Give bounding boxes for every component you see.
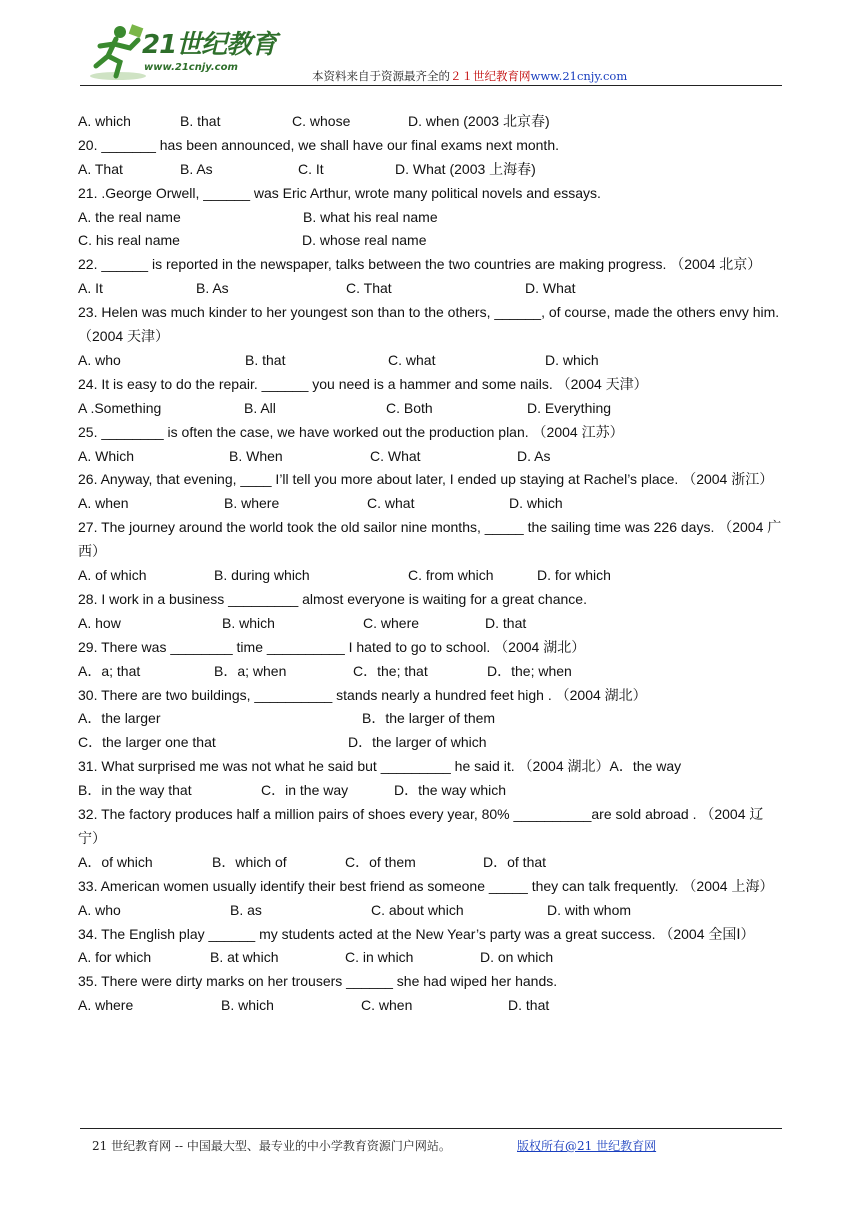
answer-option: B．in the way that: [78, 782, 192, 799]
answer-option: B. All: [244, 399, 276, 416]
answer-option: B. as: [230, 901, 262, 918]
answer-options: [78, 492, 784, 516]
answer-option: D. that: [508, 997, 550, 1014]
answer-option: A. for which: [78, 949, 152, 966]
page-footer: [92, 1137, 657, 1154]
question-item: [78, 110, 784, 134]
answer-option: D. which: [509, 495, 563, 512]
answer-option: C．of them: [345, 853, 416, 870]
page-header: [0, 0, 860, 90]
question-stem: 30. There are two buildings, __________ stands nearly a hundred feet high . （2004 湖北）: [78, 686, 647, 703]
answer-option: A. where: [78, 997, 134, 1014]
question-item: [78, 373, 784, 421]
question-item: [78, 134, 784, 182]
answer-option: C. whose: [292, 113, 351, 129]
header-site-name: ２１世纪教育网: [450, 69, 531, 83]
question-stem: 31. What surprised me was not what he said but _________ he said it. （2004 湖北）A．the way: [78, 758, 682, 775]
answer-options: [78, 731, 784, 755]
answer-option: A．a; that: [78, 662, 141, 679]
question-stem: 25. ________ is often the case, we have worked out the production plan. （2004 江苏）: [78, 423, 624, 440]
question-list: [78, 110, 784, 1018]
answer-options: [78, 158, 784, 182]
answer-options: [78, 445, 784, 469]
answer-option: B. which: [222, 614, 275, 631]
question-stem: 28. I work in a business _________ almost everyone is waiting for a great chance.: [78, 590, 587, 607]
answer-option: C. Both: [386, 399, 433, 416]
answer-option: D．of that: [483, 853, 547, 870]
answer-option: D．the way which: [394, 782, 507, 799]
answer-options: [78, 229, 784, 253]
answer-options: [78, 397, 784, 421]
answer-options: [78, 564, 784, 588]
site-logo[interactable]: [86, 18, 286, 84]
answer-option: A．the larger: [78, 710, 161, 727]
header-note-prefix: 本资料来自于资源最齐全的: [312, 69, 450, 83]
footer-text: 21 世纪教育网 -- 中国最大型、最专业的中小学教育资源门户网站。: [92, 1139, 451, 1153]
question-stem: 35. There were dirty marks on her trousers ______ she had wiped her hands.: [78, 973, 558, 990]
answer-option: A. It: [78, 280, 103, 297]
question-item: [78, 636, 784, 684]
answer-option: B．which of: [212, 853, 287, 870]
answer-option: B. what his real name: [303, 208, 438, 225]
answer-option: D. Everything: [527, 399, 612, 416]
question-item: [78, 803, 784, 875]
copyright-link[interactable]: 版权所有@21 世纪教育网: [517, 1139, 657, 1153]
answer-option: C. in which: [345, 949, 414, 966]
question-stem: 34. The English play ______ my students acted at the New Year’s party was a great success. （2004 全国Ⅰ）: [78, 925, 755, 942]
question-stem: 20. _______ has been announced, we shall have our final exams next month.: [78, 136, 559, 153]
answer-option: B. that: [245, 351, 286, 368]
answer-options: [78, 277, 784, 301]
answer-option: B. As: [180, 160, 213, 177]
answer-option: C．the larger one that: [78, 734, 216, 751]
answer-option: A. of which: [78, 567, 147, 584]
footer-divider: [80, 1128, 782, 1129]
answer-options: [78, 660, 784, 684]
answer-option: D. which: [545, 351, 599, 368]
question-stem: 21. .George Orwell, ______ was Eric Arthur, wrote many political novels and essays.: [78, 184, 601, 201]
answer-option: A. the real name: [78, 208, 181, 225]
header-site-link[interactable]: www.21cnjy.com: [530, 69, 628, 83]
answer-options: [78, 206, 784, 230]
answer-option: B. When: [229, 447, 283, 464]
answer-option: A. when: [78, 495, 129, 512]
question-stem: 33. American women usually identify their best friend as someone _____ they can talk frequently. （2004 上海）: [78, 877, 774, 894]
answer-option: C. from which: [408, 567, 494, 584]
question-item: [78, 923, 784, 971]
answer-option: A. That: [78, 160, 123, 177]
question-stem: 32. The factory produces half a million pairs of shoes every year, 80% __________are sold abroad . （2004 辽宁）: [78, 806, 764, 846]
answer-options: [78, 994, 784, 1018]
answer-option: D. on which: [480, 949, 554, 966]
question-stem: 29. There was ________ time __________ I hated to go to school. （2004 湖北）: [78, 638, 586, 655]
answer-option: D. that: [485, 614, 527, 631]
answer-option: B. at which: [210, 949, 279, 966]
question-item: [78, 182, 784, 230]
answer-option: D. with whom: [547, 901, 632, 918]
answer-option: A．of which: [78, 853, 153, 870]
question-stem: 24. It is easy to do the repair. ______ you need is a hammer and some nails. （2004 天津）: [78, 375, 648, 392]
answer-option: D. when (2003 北京春): [408, 113, 550, 129]
answer-option: B. where: [224, 495, 280, 512]
answer-option: D. What: [525, 280, 576, 297]
answer-option: B. As: [196, 280, 229, 297]
logo-url: www.21cnjy.com: [144, 62, 238, 73]
question-stem: 27. The journey around the world took the old sailor nine months, _____ the sailing time was 226 days. （2004 广西）: [78, 519, 782, 560]
question-stem: 26. Anyway, that evening, ____ I’ll tell you more about later, I ended up staying at Rachel’s place. （2004 浙江）: [78, 471, 774, 488]
answer-option: C. his real name: [78, 232, 180, 249]
answer-option: B. that: [180, 113, 221, 129]
question-item: [78, 468, 784, 516]
answer-option: D. What (2003 上海春): [395, 160, 536, 177]
header-note: [312, 68, 627, 84]
answer-option: B．the larger of them: [362, 710, 496, 727]
answer-option: D. As: [517, 447, 551, 464]
answer-option: C. That: [346, 280, 392, 297]
question-item: [78, 253, 784, 301]
answer-option: D．the larger of which: [348, 734, 487, 751]
answer-option: B. during which: [214, 567, 310, 584]
answer-option: D．the; when: [487, 662, 572, 679]
answer-option: C. what: [388, 351, 436, 368]
runner-logo-icon: [86, 22, 146, 82]
answer-options: [78, 349, 784, 373]
answer-option: A. Which: [78, 447, 135, 464]
answer-options: [78, 707, 784, 731]
answer-option: C. what: [367, 495, 415, 512]
question-item: [78, 229, 784, 253]
answer-option: B. which: [221, 997, 274, 1014]
question-item: [78, 875, 784, 923]
question-item: [78, 684, 784, 732]
answer-option: A. who: [78, 901, 121, 918]
answer-option: B．a; when: [214, 662, 287, 679]
question-item: [78, 421, 784, 469]
answer-option: A .Something: [78, 399, 162, 416]
answer-options: [78, 851, 784, 875]
question-item: [78, 301, 784, 373]
question-stem: 23. Helen was much kinder to her youngest son than to the others, ______, of course, made the others envy him. （2004 天津）: [78, 304, 780, 345]
question-item: [78, 516, 784, 588]
answer-option: D. for which: [537, 567, 611, 584]
answer-option: C．the; that: [353, 662, 428, 679]
answer-option: C. What: [370, 447, 421, 464]
answer-option: A. which: [78, 113, 131, 129]
answer-options: [78, 612, 784, 636]
header-divider: [80, 85, 782, 86]
answer-option: A. who: [78, 351, 121, 368]
answer-option: C. about which: [371, 901, 464, 918]
question-stem: 22. ______ is reported in the newspaper, talks between the two countries are making progress. （2004 北京）: [78, 256, 762, 273]
question-item: [78, 731, 784, 755]
answer-option: D. whose real name: [302, 232, 427, 249]
answer-options: [78, 899, 784, 923]
question-item: [78, 970, 784, 1018]
question-item: [78, 588, 784, 636]
question-item: [78, 755, 784, 803]
answer-options: [78, 779, 784, 803]
answer-options: [78, 946, 784, 970]
answer-option: C. when: [361, 997, 413, 1014]
answer-option: A. how: [78, 614, 121, 631]
answer-option: C. where: [363, 614, 420, 631]
answer-option: C．in the way: [261, 782, 349, 799]
answer-options: [78, 110, 784, 134]
answer-option: C. It: [298, 160, 324, 177]
logo-text: 21世纪教育: [142, 30, 277, 60]
